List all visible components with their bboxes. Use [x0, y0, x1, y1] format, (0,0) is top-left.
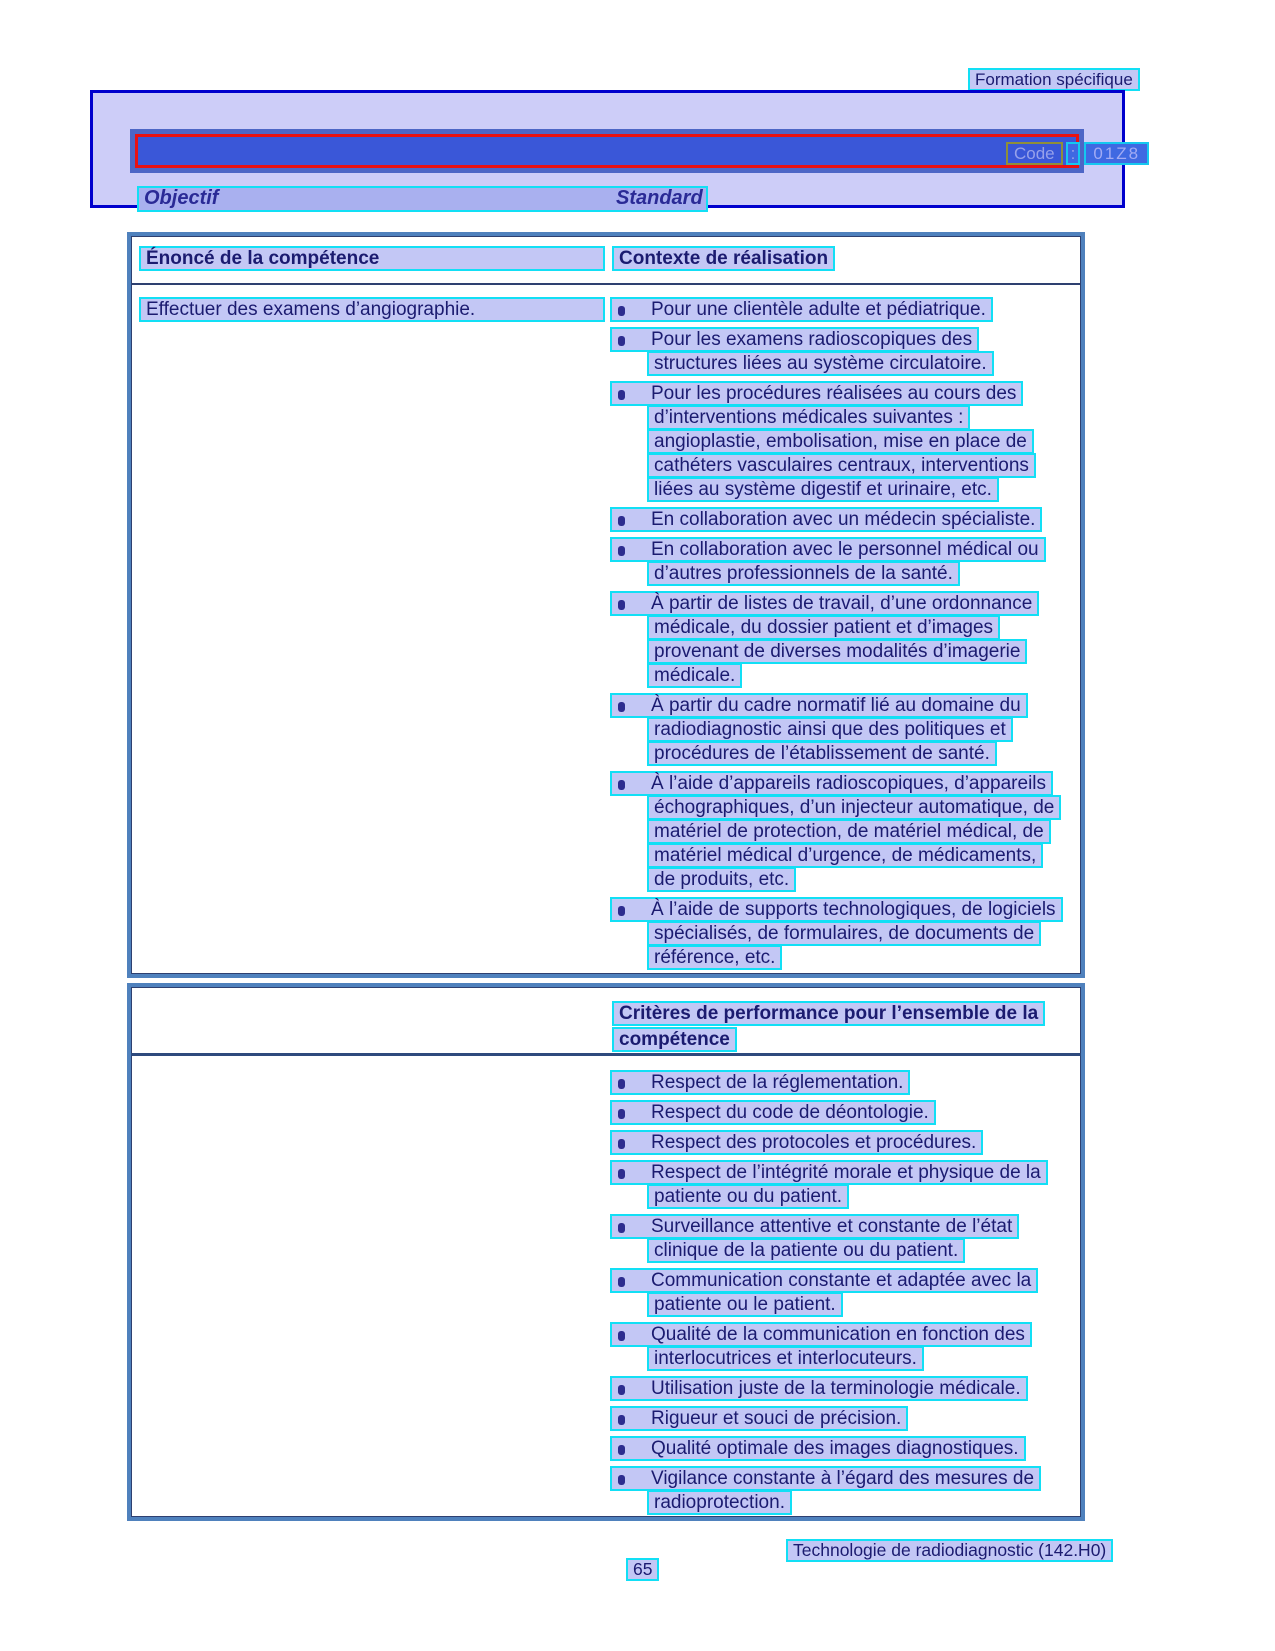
col-header-contexte: Contexte de réalisation: [612, 246, 835, 271]
list-item: [610, 1214, 1048, 1262]
code-label: Code: [1006, 142, 1063, 165]
bullet-line: [610, 1466, 1041, 1491]
list-item: [610, 1130, 1048, 1154]
bullet-text-line: interlocutrices et interlocuteurs.: [647, 1346, 924, 1371]
bullet-text: Qualité de la communication en fonction des: [651, 1324, 1025, 1345]
list-item: [610, 1268, 1048, 1316]
title-bar: [130, 129, 1141, 173]
bullet-icon: [618, 336, 625, 346]
list-item: [610, 693, 1063, 765]
bullet-icon: [618, 1331, 625, 1341]
bullet-text-line: patiente ou le patient.: [647, 1292, 843, 1317]
bullet-icon: [618, 546, 625, 556]
bullet-icon: [618, 1385, 625, 1395]
bullet-text: Utilisation juste de la terminologie médicale.: [651, 1378, 1021, 1399]
bullet-line: [610, 771, 1053, 796]
bullet-text-line: échographiques, d’un injecteur automatique, de: [647, 795, 1061, 820]
bullet-icon: [618, 1109, 625, 1119]
list-item: [610, 1436, 1048, 1460]
competence-statement: Effectuer des examens d’angiographie.: [139, 297, 605, 322]
bullet-text-line: clinique de la patiente ou du patient.: [647, 1238, 965, 1263]
bullet-line: [610, 1268, 1038, 1293]
bullet-line: [610, 1160, 1048, 1185]
list-item: [610, 1322, 1048, 1370]
competence-table: [127, 232, 1085, 978]
bullet-icon: [618, 702, 625, 712]
list-item: [610, 1160, 1048, 1208]
bullet-text: Respect des protocoles et procédures.: [651, 1132, 977, 1153]
bullet-text: Qualité optimale des images diagnostiques.: [651, 1438, 1019, 1459]
performance-table-header: [131, 987, 1081, 1056]
bullet-text: Respect du code de déontologie.: [651, 1102, 929, 1123]
col-header-enonce: Énoncé de la compétence: [139, 246, 605, 271]
bullet-text-line: cathéters vasculaires centraux, interventions: [647, 453, 1036, 478]
objectif-heading: Objectif: [144, 187, 219, 209]
bullet-text-line: médicale.: [647, 663, 742, 688]
bullet-text-line: de produits, etc.: [647, 867, 796, 892]
bullet-line: [610, 1406, 908, 1431]
code-value: 01Z8: [1084, 142, 1149, 165]
criteria-bullet-list: [610, 1070, 1048, 1520]
bullet-text-line: matériel médical d’urgence, de médicaments,: [647, 843, 1043, 868]
list-item: [610, 771, 1063, 891]
bullet-text: En collaboration avec un médecin spécialiste.: [651, 509, 1036, 530]
context-bullet-list: [610, 297, 1063, 975]
list-item: [610, 297, 1063, 321]
standard-heading: Standard: [616, 187, 703, 209]
bullet-text: À partir du cadre normatif lié au domaine du: [651, 695, 1021, 716]
bullet-line: [610, 1070, 910, 1095]
bullet-icon: [618, 1169, 625, 1179]
list-item: [610, 897, 1063, 969]
bullet-text: Surveillance attentive et constante de l’état: [651, 1216, 1013, 1237]
bullet-text: Respect de la réglementation.: [651, 1072, 904, 1093]
bullet-text-line: provenant de diverses modalités d’imagerie: [647, 639, 1027, 664]
bullet-text-line: d’autres professionnels de la santé.: [647, 561, 960, 586]
list-item: [610, 537, 1063, 585]
bullet-icon: [618, 1139, 625, 1149]
list-item: [610, 381, 1063, 501]
page-number: 65: [626, 1558, 659, 1581]
bullet-line: [610, 537, 1046, 562]
list-item: [610, 507, 1063, 531]
bullet-text-line: structures liées au système circulatoire.: [647, 351, 994, 376]
bullet-icon: [618, 1079, 625, 1089]
bullet-text-line: radioprotection.: [647, 1490, 792, 1515]
objectif-standard-row: [137, 186, 708, 212]
bullet-line: [610, 591, 1039, 616]
bullet-icon: [618, 390, 625, 400]
bullet-text-line: liées au système digestif et urinaire, etc.: [647, 477, 999, 502]
performance-table: [127, 983, 1085, 1521]
bullet-line: [610, 897, 1063, 922]
bullet-line: [610, 1436, 1026, 1461]
code-separator: :: [1066, 142, 1081, 165]
criteria-header-line2: compétence: [612, 1027, 737, 1052]
bullet-line: [610, 1214, 1019, 1239]
bullet-text: À l’aide d’appareils radioscopiques, d’appareils: [651, 773, 1047, 794]
bullet-text: Pour les procédures réalisées au cours des: [651, 383, 1017, 404]
bullet-text: Pour une clientèle adulte et pédiatrique.: [651, 299, 986, 320]
bullet-icon: [618, 780, 625, 790]
code-group: [1006, 142, 1149, 165]
bullet-text: Respect de l’intégrité morale et physique de la: [651, 1162, 1041, 1183]
bullet-icon: [618, 1277, 625, 1287]
bullet-text-line: procédures de l’établissement de santé.: [647, 741, 997, 766]
footer-program-title: Technologie de radiodiagnostic (142.H0): [786, 1539, 1113, 1562]
bullet-text: Pour les examens radioscopiques des: [651, 329, 973, 350]
bullet-text: Rigueur et souci de précision.: [651, 1408, 902, 1429]
running-head: Formation spécifique: [968, 68, 1140, 91]
bullet-text: Vigilance constante à l’égard des mesures de: [651, 1468, 1035, 1489]
bullet-icon: [618, 306, 625, 316]
bullet-text-line: patiente ou du patient.: [647, 1184, 849, 1209]
bullet-line: [610, 1322, 1032, 1347]
bullet-line: [610, 1376, 1028, 1401]
bullet-icon: [618, 1415, 625, 1425]
bullet-text-line: radiodiagnostic ainsi que des politiques et: [647, 717, 1013, 742]
bullet-text-line: angioplastie, embolisation, mise en place de: [647, 429, 1034, 454]
bullet-line: [610, 327, 979, 352]
bullet-icon: [618, 906, 625, 916]
list-item: [610, 1070, 1048, 1094]
bullet-text-line: d’interventions médicales suivantes :: [647, 405, 970, 430]
title-bar-inner: [135, 134, 1141, 168]
bullet-line: [610, 1100, 936, 1125]
bullet-text: À l’aide de supports technologiques, de logiciels: [651, 899, 1056, 920]
competence-table-header: [131, 236, 1081, 285]
bullet-text: En collaboration avec le personnel médical ou: [651, 539, 1039, 560]
bullet-line: [610, 507, 1042, 532]
bullet-icon: [618, 516, 625, 526]
bullet-line: [610, 693, 1028, 718]
list-item: [610, 591, 1063, 687]
bullet-text: À partir de listes de travail, d’une ordonnance: [651, 593, 1033, 614]
list-item: [610, 327, 1063, 375]
criteria-header-line1: Critères de performance pour l’ensemble de la: [612, 1001, 1045, 1026]
bullet-icon: [618, 1445, 625, 1455]
bullet-text-line: médicale, du dossier patient et d’images: [647, 615, 1000, 640]
title-banner: [90, 90, 1141, 209]
bullet-text-line: référence, etc.: [647, 945, 782, 970]
bullet-line: [610, 297, 993, 322]
bullet-text-line: spécialisés, de formulaires, de documents de: [647, 921, 1041, 946]
list-item: [610, 1466, 1048, 1514]
list-item: [610, 1406, 1048, 1430]
bullet-line: [610, 1130, 983, 1155]
bullet-text: Communication constante et adaptée avec la: [651, 1270, 1032, 1291]
bullet-line: [610, 381, 1023, 406]
bullet-icon: [618, 600, 625, 610]
list-item: [610, 1100, 1048, 1124]
bullet-icon: [618, 1475, 625, 1485]
bullet-icon: [618, 1223, 625, 1233]
list-item: [610, 1376, 1048, 1400]
bullet-text-line: matériel de protection, de matériel médical, de: [647, 819, 1051, 844]
